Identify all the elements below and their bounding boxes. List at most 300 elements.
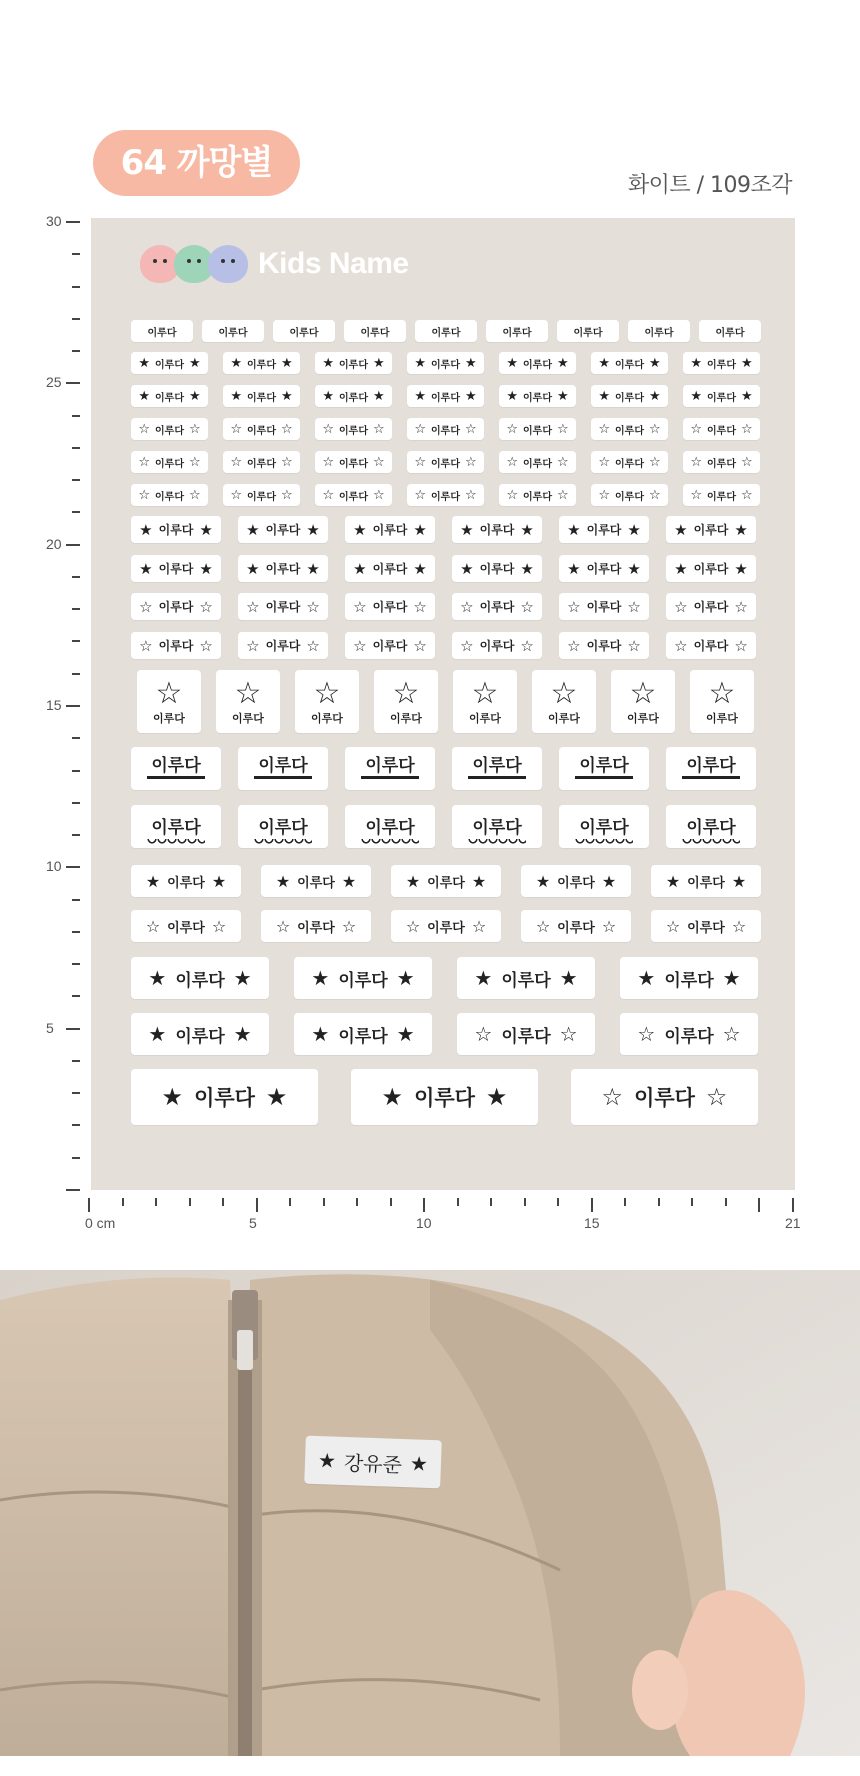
star-filled-icon: ★ [731, 871, 747, 891]
label-name: 이루다 [254, 758, 311, 780]
ruler-tick [66, 705, 80, 707]
label-name: 이루다 [427, 875, 465, 891]
star-filled-icon: ★ [598, 355, 610, 371]
label-name: 이루다 [502, 327, 532, 339]
name-label [131, 320, 193, 342]
name-label [499, 451, 576, 473]
name-label [453, 670, 517, 733]
star-outline-icon: ☆ [674, 636, 688, 655]
star-filled-icon: ★ [139, 559, 153, 578]
name-label [559, 805, 649, 848]
label-name: 이루다 [479, 562, 515, 576]
ruler-x-label: 21 [785, 1215, 801, 1231]
star-outline-icon: ☆ [460, 597, 474, 616]
name-label [131, 593, 221, 620]
star-outline-icon: ☆ [414, 421, 426, 437]
star-filled-icon: ★ [648, 388, 661, 404]
name-label [407, 484, 484, 506]
label-name: 이루다 [682, 813, 739, 841]
star-outline-icon: ☆ [506, 454, 518, 470]
star-filled-icon: ★ [648, 355, 661, 371]
label-name: 이루다 [693, 600, 729, 614]
star-outline-icon: ☆ [601, 1083, 624, 1111]
star-outline-icon: ☆ [188, 421, 201, 437]
label-name: 이루다 [575, 758, 632, 780]
star-filled-icon: ★ [372, 388, 385, 404]
star-filled-icon: ★ [556, 355, 569, 371]
label-name: 이루다 [431, 491, 460, 503]
label-name: 이루다 [232, 711, 264, 725]
design-badge: 64 까망별 [93, 130, 300, 196]
star-filled-icon: ★ [471, 871, 487, 891]
star-filled-icon: ★ [414, 355, 426, 371]
name-label [261, 865, 371, 897]
name-label [294, 1013, 432, 1055]
name-label [415, 320, 477, 342]
label-name: 이루다 [361, 758, 418, 780]
label-name: 이루다 [615, 458, 644, 470]
label-name: 이루다 [693, 639, 729, 653]
name-label [345, 516, 435, 543]
label-name: 이루다 [265, 562, 301, 576]
star-outline-icon: ☆ [598, 421, 610, 437]
star-filled-icon: ★ [148, 1022, 167, 1046]
star-outline-icon: ☆ [535, 916, 551, 936]
ruler-tick [691, 1198, 693, 1206]
name-label [591, 418, 668, 440]
name-label [407, 352, 484, 374]
label-name: 이루다 [297, 920, 335, 936]
label-name: 이루다 [158, 600, 194, 614]
star-filled-icon: ★ [740, 355, 753, 371]
name-label [452, 516, 542, 543]
star-outline-icon: ☆ [306, 636, 320, 655]
star-filled-icon: ★ [627, 559, 641, 578]
ruler-tick [72, 995, 80, 997]
star-filled-icon: ★ [322, 355, 334, 371]
star-outline-icon: ☆ [665, 916, 681, 936]
ruler-tick [72, 1092, 80, 1094]
jacket-photo-graphic [0, 1270, 860, 1756]
star-filled-icon: ★ [559, 966, 578, 990]
label-name: 이루다 [715, 327, 745, 339]
star-outline-icon: ☆ [199, 597, 213, 616]
name-label [452, 805, 542, 848]
ruler-tick [758, 1198, 760, 1212]
name-label [295, 670, 359, 733]
name-label [131, 910, 241, 942]
ruler-tick [624, 1198, 626, 1206]
star-outline-icon: ☆ [722, 1022, 741, 1046]
star-filled-icon: ★ [520, 520, 534, 539]
name-label [391, 910, 501, 942]
star-outline-icon: ☆ [690, 454, 702, 470]
name-label [651, 910, 761, 942]
star-outline-icon: ☆ [648, 421, 661, 437]
label-name: 이루다 [707, 458, 736, 470]
star-outline-icon: ☆ [199, 636, 213, 655]
name-label [666, 632, 756, 659]
label-name: 이루다 [339, 359, 368, 371]
label-name: 이루다 [615, 392, 644, 404]
label-name: 이루다 [218, 327, 248, 339]
label-name: 이루다 [468, 813, 525, 841]
name-label [223, 418, 300, 440]
name-label [683, 451, 760, 473]
star-outline-icon: ☆ [372, 487, 385, 503]
star-icon: ★ [317, 1448, 337, 1473]
label-name: 이루다 [167, 875, 205, 891]
label-name: 이루다 [175, 970, 225, 991]
ruler-tick [72, 576, 80, 578]
name-label [315, 418, 392, 440]
ruler-tick [72, 770, 80, 772]
star-filled-icon: ★ [414, 388, 426, 404]
label-name: 이루다 [247, 491, 276, 503]
label-name: 이루다 [707, 491, 736, 503]
ruler-tick [72, 318, 80, 320]
star-outline-icon: ☆ [372, 421, 385, 437]
name-label [628, 320, 690, 342]
star-filled-icon: ★ [674, 559, 688, 578]
jacket-photo [0, 1270, 860, 1756]
name-label [591, 451, 668, 473]
star-filled-icon: ★ [138, 355, 150, 371]
name-label [345, 593, 435, 620]
ruler-tick [66, 866, 80, 868]
name-label [131, 418, 208, 440]
label-name: 이루다 [155, 425, 184, 437]
name-label [452, 632, 542, 659]
label-name: 이루다 [289, 327, 319, 339]
star-outline-icon: ☆ [648, 487, 661, 503]
name-label [223, 451, 300, 473]
star-outline-icon: ☆ [353, 597, 367, 616]
star-filled-icon: ★ [138, 388, 150, 404]
label-name: 이루다 [338, 1026, 388, 1047]
ruler-y-label: 30 [46, 213, 62, 229]
star-filled-icon: ★ [460, 559, 474, 578]
ruler-tick [658, 1198, 660, 1206]
star-filled-icon: ★ [381, 1083, 404, 1111]
label-name: 이루다 [501, 1026, 551, 1047]
star-filled-icon: ★ [322, 388, 334, 404]
label-name: 이루다 [523, 392, 552, 404]
ruler-tick [66, 382, 80, 384]
name-label [559, 516, 649, 543]
name-label [131, 632, 221, 659]
name-label [666, 516, 756, 543]
name-label [344, 320, 406, 342]
name-label [131, 1013, 269, 1055]
label-name: 이루다 [147, 327, 177, 339]
name-label [620, 957, 758, 999]
label-name: 이루다 [479, 523, 515, 537]
logo-text: Kids Name [258, 247, 409, 280]
label-name: 이루다 [469, 711, 501, 725]
label-name: 이루다 [586, 523, 622, 537]
name-label [683, 352, 760, 374]
label-name: 이루다 [339, 458, 368, 470]
name-label [131, 516, 221, 543]
star-filled-icon: ★ [506, 388, 518, 404]
ruler-x-label: 5 [249, 1215, 257, 1231]
ruler-tick [323, 1198, 325, 1206]
star-outline-icon: ☆ [648, 454, 661, 470]
name-label [499, 484, 576, 506]
ruler-tick [66, 1028, 80, 1030]
label-name: 이루다 [573, 327, 603, 339]
name-label [131, 1069, 318, 1125]
star-filled-icon: ★ [280, 388, 293, 404]
ruler-tick [256, 1198, 258, 1212]
ruler-x-label: 10 [416, 1215, 432, 1231]
star-outline-icon: ☆ [506, 487, 518, 503]
ruler-x-label: 0 cm [85, 1215, 116, 1231]
label-name: 이루다 [155, 359, 184, 371]
label-name: 이루다 [427, 920, 465, 936]
star-filled-icon: ★ [460, 520, 474, 539]
ruler-tick [222, 1198, 224, 1206]
star-outline-icon: ☆ [627, 597, 641, 616]
star-filled-icon: ★ [567, 520, 581, 539]
ruler-tick [72, 931, 80, 933]
star-filled-icon: ★ [396, 1022, 415, 1046]
name-label [131, 805, 221, 848]
name-label [699, 320, 761, 342]
star-filled-icon: ★ [311, 1022, 330, 1046]
star-outline-icon: ☆ [138, 487, 150, 503]
ruler-y-label: 20 [46, 536, 62, 552]
label-name: 이루다 [155, 392, 184, 404]
star-filled-icon: ★ [353, 559, 367, 578]
label-name: 이루다 [693, 523, 729, 537]
star-outline-icon: ☆ [464, 487, 477, 503]
label-name: 이루다 [706, 711, 738, 725]
name-label [499, 418, 576, 440]
star-outline-icon: ☆ [550, 675, 578, 711]
star-outline-icon: ☆ [145, 916, 161, 936]
label-name: 이루다 [372, 562, 408, 576]
label-name: 이루다 [265, 600, 301, 614]
star-icon: ★ [409, 1451, 429, 1476]
star-filled-icon: ★ [506, 355, 518, 371]
ruler-tick [72, 1157, 80, 1159]
label-name: 이루다 [311, 711, 343, 725]
name-label [345, 805, 435, 848]
label-name: 이루다 [431, 327, 461, 339]
star-filled-icon: ★ [413, 520, 427, 539]
star-outline-icon: ☆ [674, 597, 688, 616]
name-label [131, 555, 221, 582]
label-name: 이루다 [707, 425, 736, 437]
ruler-tick [72, 673, 80, 675]
name-label [202, 320, 264, 342]
star-outline-icon: ☆ [405, 916, 421, 936]
label-name: 이루다 [586, 639, 622, 653]
star-outline-icon: ☆ [731, 916, 747, 936]
ruler-tick [189, 1198, 191, 1206]
label-name: 이루다 [644, 327, 674, 339]
star-outline-icon: ☆ [188, 487, 201, 503]
star-filled-icon: ★ [674, 520, 688, 539]
star-outline-icon: ☆ [211, 916, 227, 936]
star-filled-icon: ★ [734, 520, 748, 539]
star-filled-icon: ★ [535, 871, 551, 891]
star-outline-icon: ☆ [734, 636, 748, 655]
label-name: 이루다 [557, 875, 595, 891]
label-name: 이루다 [634, 1086, 695, 1110]
label-name: 이루다 [372, 523, 408, 537]
star-outline-icon: ☆ [280, 487, 293, 503]
name-label [374, 670, 438, 733]
star-filled-icon: ★ [148, 966, 167, 990]
star-outline-icon: ☆ [471, 916, 487, 936]
name-label [532, 670, 596, 733]
label-name: 이루다 [615, 359, 644, 371]
label-name: 이루다 [431, 458, 460, 470]
label-name: 이루다 [523, 491, 552, 503]
star-outline-icon: ☆ [414, 454, 426, 470]
star-filled-icon: ★ [233, 1022, 252, 1046]
label-name: 이루다 [155, 458, 184, 470]
label-name: 이루다 [693, 562, 729, 576]
ruler-tick [390, 1198, 392, 1206]
label-name: 이루다 [548, 711, 580, 725]
name-label [407, 451, 484, 473]
name-label [457, 1013, 595, 1055]
label-name: 이루다 [158, 639, 194, 653]
star-outline-icon: ☆ [520, 636, 534, 655]
label-name: 이루다 [557, 920, 595, 936]
ruler-tick [356, 1198, 358, 1206]
star-filled-icon: ★ [188, 355, 201, 371]
label-name: 이루다 [155, 491, 184, 503]
star-filled-icon: ★ [601, 871, 617, 891]
star-outline-icon: ☆ [280, 421, 293, 437]
label-name: 이루다 [372, 600, 408, 614]
label-name: 이루다 [297, 875, 335, 891]
star-outline-icon: ☆ [322, 421, 334, 437]
label-name: 이루다 [247, 425, 276, 437]
label-name: 이루다 [682, 758, 739, 780]
label-name: 이루다 [501, 970, 551, 991]
name-label [499, 385, 576, 407]
name-label [137, 670, 201, 733]
ruler-tick [72, 737, 80, 739]
name-label [499, 352, 576, 374]
name-label [559, 632, 649, 659]
star-filled-icon: ★ [637, 966, 656, 990]
name-label [683, 484, 760, 506]
name-label [591, 352, 668, 374]
name-label [223, 385, 300, 407]
ruler-tick [457, 1198, 459, 1206]
label-name: 이루다 [523, 425, 552, 437]
name-label [591, 385, 668, 407]
label-name: 이루다 [479, 639, 515, 653]
star-outline-icon: ☆ [372, 454, 385, 470]
name-label [131, 957, 269, 999]
name-label [131, 484, 208, 506]
label-name: 이루다 [338, 970, 388, 991]
star-filled-icon: ★ [598, 388, 610, 404]
label-name: 이루다 [479, 600, 515, 614]
name-label [238, 593, 328, 620]
name-label [261, 910, 371, 942]
ruler-y-label: 25 [46, 374, 62, 390]
name-label [611, 670, 675, 733]
star-filled-icon: ★ [567, 559, 581, 578]
ruler-tick [72, 802, 80, 804]
ruler-tick [725, 1198, 727, 1206]
ruler-tick [792, 1198, 794, 1212]
name-label [407, 385, 484, 407]
name-label [294, 957, 432, 999]
star-filled-icon: ★ [230, 355, 242, 371]
ruler-tick [72, 447, 80, 449]
name-label [131, 352, 208, 374]
label-name: 이루다 [360, 327, 390, 339]
ruler-tick [122, 1198, 124, 1206]
star-outline-icon: ☆ [188, 454, 201, 470]
star-filled-icon: ★ [265, 1083, 288, 1111]
name-label [407, 418, 484, 440]
star-filled-icon: ★ [306, 559, 320, 578]
name-label [345, 632, 435, 659]
star-outline-icon: ☆ [520, 597, 534, 616]
ruler-tick [88, 1198, 90, 1212]
star-filled-icon: ★ [690, 388, 702, 404]
name-label [571, 1069, 758, 1125]
star-filled-icon: ★ [556, 388, 569, 404]
star-filled-icon: ★ [485, 1083, 508, 1111]
name-label [666, 593, 756, 620]
star-outline-icon: ☆ [392, 675, 420, 711]
ruler-tick [72, 963, 80, 965]
star-outline-icon: ☆ [740, 487, 753, 503]
ruler-tick [72, 899, 80, 901]
name-label [131, 747, 221, 790]
name-label [457, 957, 595, 999]
star-filled-icon: ★ [311, 966, 330, 990]
star-filled-icon: ★ [405, 871, 421, 891]
name-label [345, 555, 435, 582]
name-label [521, 865, 631, 897]
star-filled-icon: ★ [627, 520, 641, 539]
star-outline-icon: ☆ [139, 636, 153, 655]
star-outline-icon: ☆ [464, 454, 477, 470]
star-outline-icon: ☆ [280, 454, 293, 470]
star-filled-icon: ★ [740, 388, 753, 404]
star-filled-icon: ★ [665, 871, 681, 891]
name-label [315, 352, 392, 374]
name-label [559, 593, 649, 620]
star-filled-icon: ★ [372, 355, 385, 371]
ruler-tick [72, 834, 80, 836]
star-outline-icon: ☆ [598, 454, 610, 470]
name-label [216, 670, 280, 733]
star-outline-icon: ☆ [460, 636, 474, 655]
label-name: 이루다 [265, 639, 301, 653]
label-name: 이루다 [687, 920, 725, 936]
ruler-tick [72, 608, 80, 610]
star-outline-icon: ☆ [598, 487, 610, 503]
star-filled-icon: ★ [690, 355, 702, 371]
label-name: 이루다 [339, 491, 368, 503]
name-label [131, 865, 241, 897]
name-label [521, 910, 631, 942]
